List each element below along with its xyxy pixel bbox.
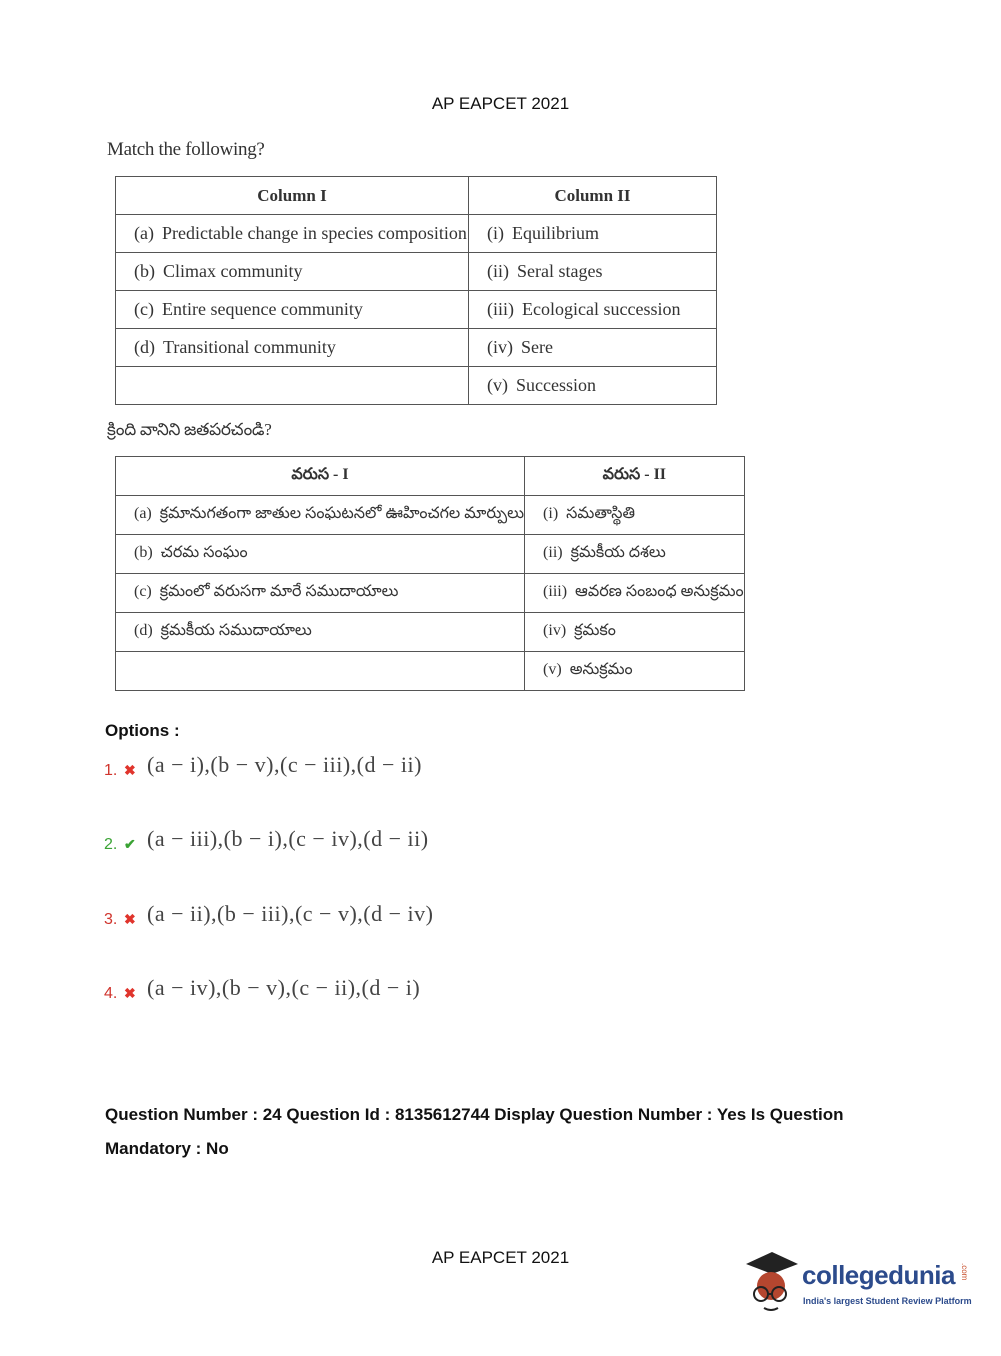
option-number: 2.	[104, 836, 118, 853]
row-text: Seral stages	[517, 261, 603, 281]
row-key: (b)	[134, 544, 153, 561]
row-text: ఆవరణ సంబంధ అనుక్రమం	[575, 583, 744, 600]
table-row	[116, 291, 717, 329]
row-key: (i)	[487, 223, 504, 243]
table-row	[116, 367, 717, 405]
cross-icon: ✖	[124, 985, 136, 1001]
row-key: (i)	[543, 505, 559, 522]
row-key: (d)	[134, 337, 155, 357]
column-header: వరుస - II	[525, 457, 745, 496]
row-key: (ii)	[543, 544, 563, 561]
option-text: (a − iii),(b − i),(c − iv),(d − ii)	[147, 826, 429, 851]
options-label: Options :	[105, 721, 180, 740]
row-text: Predictable change in species composition	[161, 223, 467, 243]
brand-name: collegedunia	[802, 1260, 955, 1290]
table-row	[116, 574, 745, 613]
table-row	[116, 329, 717, 367]
row-text: క్రమకం	[574, 622, 616, 639]
row-text: Equilibrium	[512, 223, 599, 243]
row-key: (c)	[134, 299, 154, 319]
cross-icon: ✖	[124, 762, 136, 778]
row-text: క్రమానుగతంగా జాతుల సంఘటనలో ఊహించగల మార్పులు	[159, 505, 525, 522]
column-header: Column II	[469, 177, 717, 215]
row-text: క్రమంలో వరుసగా మారే సముదాయాలు	[159, 583, 399, 600]
row-text: సమతాస్థితి	[566, 505, 636, 522]
option-text: (a − iv),(b − v),(c − ii),(d − i)	[147, 975, 421, 1000]
table-row	[116, 496, 745, 535]
row-text: Ecological succession	[522, 299, 681, 319]
row-text: అనుక్రమం	[569, 661, 633, 678]
option-number: 1.	[104, 762, 118, 779]
row-text: Entire sequence community	[161, 299, 363, 319]
row-key: (a)	[134, 223, 154, 243]
row-key: (v)	[543, 661, 562, 678]
question-prompt-telugu: క్రింది వానిని జతపరచండి?	[107, 420, 272, 439]
row-key: (c)	[134, 583, 152, 600]
row-text: Climax community	[163, 261, 303, 281]
row-text: క్రమకీయ సముదాయాలు	[160, 622, 312, 639]
row-text: చరమ సంఘం	[160, 544, 248, 561]
check-icon: ✔	[124, 836, 136, 852]
match-table-telugu	[115, 456, 745, 691]
option-number: 4.	[104, 985, 118, 1002]
row-text: Transitional community	[163, 337, 336, 357]
row-key: (b)	[134, 261, 155, 281]
row-key: (iii)	[543, 583, 568, 600]
option-number: 3.	[104, 911, 118, 928]
row-key: (iv)	[543, 622, 567, 639]
option-text: (a − i),(b − v),(c − iii),(d − ii)	[147, 752, 422, 777]
cross-icon: ✖	[124, 911, 136, 927]
table-row	[116, 215, 717, 253]
row-key: (a)	[134, 505, 152, 522]
collegedunia-logo[interactable]	[742, 1250, 972, 1320]
table-row	[116, 535, 745, 574]
row-key: (iv)	[487, 337, 513, 357]
column-header: వరుస - I	[116, 457, 525, 496]
option-text: (a − ii),(b − iii),(c − v),(d − iv)	[147, 901, 434, 926]
brand-tagline: India's largest Student Review Platform	[803, 1296, 972, 1306]
page-header-title: AP EAPCET 2021	[431, 94, 570, 113]
row-key: (v)	[487, 375, 508, 395]
page-footer-title: AP EAPCET 2021	[431, 1248, 570, 1267]
table-row	[116, 613, 745, 652]
row-text: క్రమకీయ దశలు	[570, 544, 666, 561]
table-row	[116, 652, 745, 691]
brand-domain: .com	[960, 1263, 969, 1281]
row-text: Sere	[521, 337, 553, 357]
column-header: Column I	[116, 177, 469, 215]
row-key: (d)	[134, 622, 153, 639]
mascot-icon	[742, 1250, 800, 1320]
question-prompt-english: Match the following?	[107, 139, 265, 160]
row-key: (ii)	[487, 261, 509, 281]
match-table-english	[115, 176, 717, 405]
row-text: Succession	[516, 375, 596, 395]
question-metadata: Question Number : 24 Question Id : 8135612744 Display Question Number : Yes Is Question Mandatory : No	[105, 1105, 844, 1158]
row-key: (iii)	[487, 299, 514, 319]
table-row	[116, 253, 717, 291]
